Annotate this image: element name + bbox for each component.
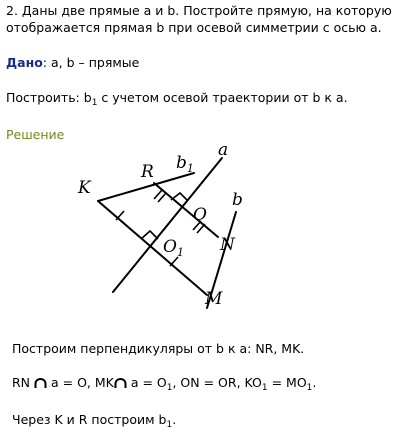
label-m: M [205, 289, 223, 309]
label-a: a [218, 140, 229, 160]
step2-part3: a = O [126, 375, 167, 390]
step2-part4: , ON = OR, KO [172, 375, 262, 390]
label-k: K [78, 178, 91, 198]
solution-step-3 [12, 412, 177, 430]
solution-step-2 [12, 375, 317, 393]
label-b1 [176, 153, 194, 175]
step2-sub2: 1 [261, 383, 268, 393]
right-angle-mark-o1 [141, 231, 158, 239]
task-statement-line-2: отображается прямая b при осевой симметрии с осью a. [6, 20, 382, 35]
build-subscript: 1 [91, 98, 98, 108]
label-o1-main: O [163, 237, 177, 257]
label-r: R [141, 162, 154, 182]
tick-ko1 [116, 211, 124, 220]
label-b1-sub: 1 [186, 162, 194, 175]
build-suffix: с учетом осевой траектории от b к a. [97, 90, 348, 105]
line-a [113, 158, 222, 292]
label-b: b [232, 190, 243, 210]
step3-suffix: . [172, 412, 177, 427]
given-label: Дано [6, 55, 43, 70]
step3-prefix: Через K и R построим b [12, 412, 167, 427]
label-o: O [193, 205, 207, 225]
step2-sub3: 1 [306, 383, 313, 393]
solution-step-1: Построим перпендикуляры от b к a: NR, MK. [12, 341, 305, 356]
step2-part2: a = O, MK [47, 375, 114, 390]
given-text: : a, b – прямые [42, 55, 140, 70]
label-o1-sub: 1 [176, 246, 184, 259]
step2-part5: = MO [267, 375, 307, 390]
label-o1 [163, 237, 184, 259]
task-statement-line-1: 2. Даны две прямые a и b. Постройте прямую, на которую [6, 3, 392, 18]
geometry-figure [60, 138, 290, 313]
intersection-icon [114, 378, 127, 388]
given-line [6, 55, 139, 70]
build-prefix: Построить: b [6, 90, 92, 105]
build-line [6, 90, 348, 108]
step2-part6: . [312, 375, 317, 390]
step2-part1: RN [12, 375, 35, 390]
solution-heading: Решение [6, 127, 65, 142]
intersection-icon [34, 378, 47, 388]
label-n: N [220, 235, 235, 255]
label-b1-main: b [176, 153, 187, 173]
step2-sub1: 1 [166, 383, 173, 393]
step3-sub: 1 [166, 420, 173, 430]
